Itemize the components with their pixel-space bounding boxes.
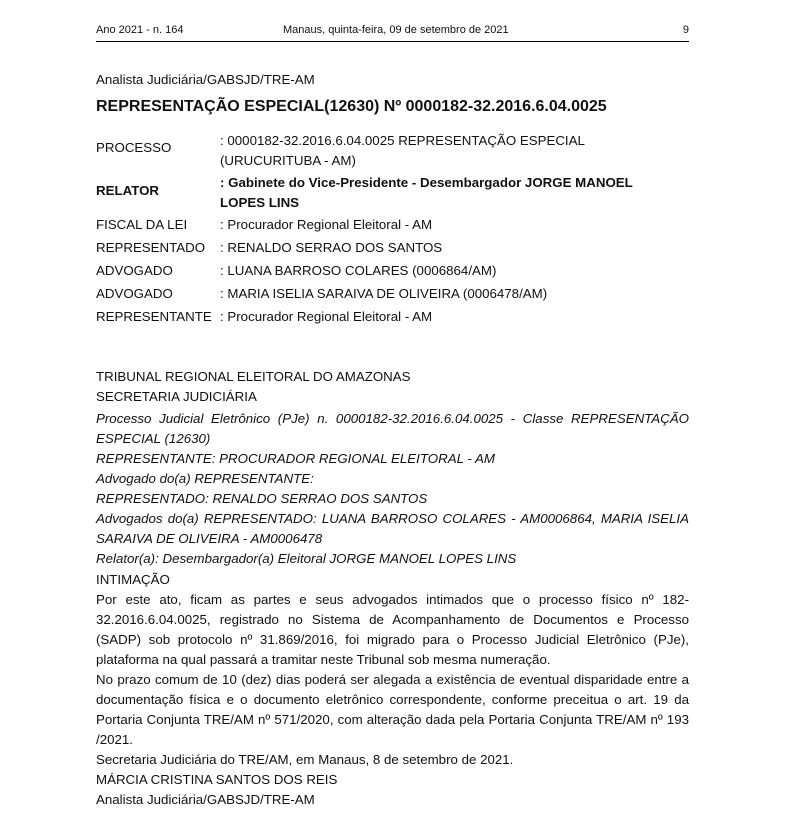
detail-label: ADVOGADO <box>96 263 173 278</box>
header-date: Manaus, quinta-feira, 09 de setembro de 2021 <box>283 24 509 36</box>
detail-label: PROCESSO <box>96 140 172 155</box>
paragraph-line: plataforma na qual passará a tramitar neste Tribunal sob mesma numeração. <box>96 652 551 667</box>
signer-role: Analista Judiciária/GABSJD/TRE-AM <box>96 792 315 807</box>
detail-label: ADVOGADO <box>96 286 173 301</box>
paragraph-line: documentação física e o documento eletrônico correspondente, conforme preceitua o art. 19 da <box>96 692 689 707</box>
representante-line: REPRESENTANTE: PROCURADOR REGIONAL ELEITORAL - AM <box>96 451 495 466</box>
paragraph-line: /2021. <box>96 732 133 747</box>
top-signature: Analista Judiciária/GABSJD/TRE-AM <box>96 72 315 87</box>
detail-value: : Procurador Regional Eleitoral - AM <box>220 217 433 232</box>
process-line: ESPECIAL (12630) <box>96 431 211 446</box>
document-title: REPRESENTAÇÃO ESPECIAL(12630) Nº 0000182-32.2016.6.04.0025 <box>96 98 607 115</box>
closing-place-date: Secretaria Judiciária do TRE/AM, em Manaus, 8 de setembro de 2021. <box>96 752 514 767</box>
detail-value: : LUANA BARROSO COLARES (0006864/AM) <box>220 263 497 278</box>
header-page-number: 9 <box>682 24 689 36</box>
detail-label: REPRESENTADO <box>96 240 206 255</box>
detail-value: : MARIA ISELIA SARAIVA DE OLIVEIRA (0006478/AM) <box>220 286 548 301</box>
advogados-line: Advogados do(a) REPRESENTADO: LUANA BARROSO COLARES - AM0006864, MARIA ISELIA <box>96 511 689 526</box>
detail-value: : Gabinete do Vice-Presidente - Desembargador JORGE MANOEL LOPES LINS <box>220 175 633 210</box>
signer-name: MÁRCIA CRISTINA SANTOS DOS REIS <box>96 772 338 787</box>
detail-label: RELATOR <box>96 183 160 198</box>
detail-label: FISCAL DA LEI <box>96 217 188 232</box>
header-edition: Ano 2021 - n. 164 <box>96 24 184 36</box>
paragraph-line: No prazo comum de 10 (dez) dias poderá ser alegada a existência de eventual disparidade entre a <box>96 672 689 687</box>
process-line: Processo Judicial Eletrônico (PJe) n. 0000182-32.2016.6.04.0025 - Classe REPRESENTAÇÃO <box>96 411 689 426</box>
advogados-line: SARAIVA DE OLIVEIRA - AM0006478 <box>96 531 323 546</box>
court-name: TRIBUNAL REGIONAL ELEITORAL DO AMAZONAS <box>96 369 411 384</box>
paragraph-line: (SADP) sob protocolo nº 31.869/2016, foi migrado para o Processo Judicial Eletrônico (PJe), <box>96 632 689 647</box>
secretariat-name: SECRETARIA JUDICIÁRIA <box>96 389 257 404</box>
relator-line: Relator(a): Desembargador(a) Eleitoral JORGE MANOEL LOPES LINS <box>96 551 517 566</box>
paragraph-line: 32.2016.6.04.0025, registrado no Sistema de Acompanhamento de Documentos e Processo <box>96 612 689 627</box>
representado-line: REPRESENTADO: RENALDO SERRAO DOS SANTOS <box>96 491 428 506</box>
detail-value: : 0000182-32.2016.6.04.0025 REPRESENTAÇÃO ESPECIAL (URUCURITUBA - AM) <box>220 133 585 168</box>
paragraph-line: Portaria Conjunta TRE/AM nº 571/2020, com alteração dada pela Portaria Conjunta TRE/AM nº 193 <box>96 712 689 727</box>
intimacao-heading: INTIMAÇÃO <box>96 572 170 587</box>
detail-value: : RENALDO SERRAO DOS SANTOS <box>220 240 443 255</box>
paragraph-line: Por este ato, ficam as partes e seus advogados intimados que o processo físico nº 182- <box>96 592 689 607</box>
detail-value: : Procurador Regional Eleitoral - AM <box>220 309 433 324</box>
detail-label: REPRESENTANTE <box>96 309 212 324</box>
advogado-representante-line: Advogado do(a) REPRESENTANTE: <box>96 471 314 486</box>
header-divider <box>96 41 689 42</box>
